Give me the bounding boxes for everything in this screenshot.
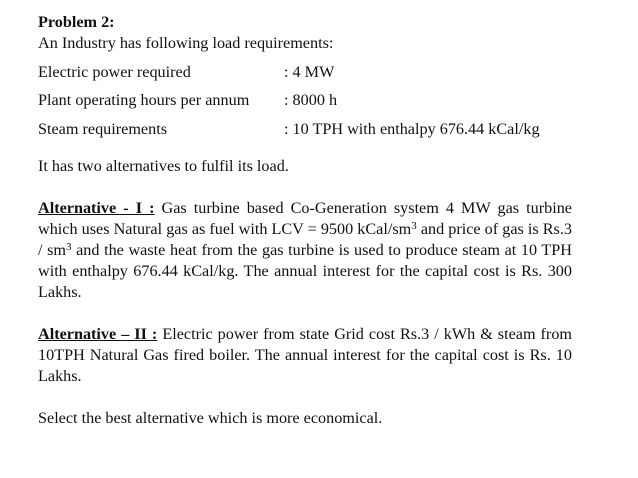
requirement-label: Steam requirements <box>38 119 168 138</box>
requirement-value: : 8000 h <box>284 91 338 110</box>
alternative-1-paragraph <box>38 198 572 303</box>
superscript-3: 3 <box>411 219 417 232</box>
requirement-label: Plant operating hours per annum <box>38 91 250 110</box>
requirement-row-hours <box>38 87 540 116</box>
requirement-label: Electric power required <box>38 62 191 81</box>
requirement-value: : 4 MW <box>284 62 335 81</box>
question: Select the best alternative which is more economical. <box>38 408 383 427</box>
problem-intro: An Industry has following load requirements: <box>38 34 334 52</box>
superscript-3: 3 <box>66 240 72 253</box>
requirement-row-power <box>38 58 540 87</box>
problem-content <box>38 12 572 429</box>
alternative-1-text-part: and price of gas is Rs.3 / sm <box>38 219 572 259</box>
alternative-2-paragraph <box>38 324 572 387</box>
alternative-2-heading: Alternative – II : <box>38 324 158 343</box>
alternative-1-text-part: and the waste heat from the gas turbine is used to produce steam at 10 TPH with enthalpy 676.44 kCal/kg. The annual interest for the capital cost is Rs. 300 Lakhs. <box>38 240 572 301</box>
requirement-value: : 10 TPH with enthalpy 676.44 kCal/kg <box>284 119 540 138</box>
alternative-2-text: Electric power from state Grid cost Rs.3 / kWh & steam from 10TPH Natural Gas fired boiler. The annual interest for the capital cost is Rs. 10 Lakhs. <box>38 324 573 385</box>
alternatives-intro: It has two alternatives to fulfil its load. <box>38 156 289 175</box>
requirements-table <box>38 58 540 144</box>
problem-title: Problem 2: <box>38 13 115 31</box>
alternative-1-text-part: Gas turbine based Co-Generation system 4 MW gas turbine which uses Natural gas as fuel with LCV = 9500 kCal/sm <box>38 198 572 238</box>
requirement-row-steam <box>38 115 540 144</box>
alternative-1-heading: Alternative - I : <box>38 198 155 217</box>
